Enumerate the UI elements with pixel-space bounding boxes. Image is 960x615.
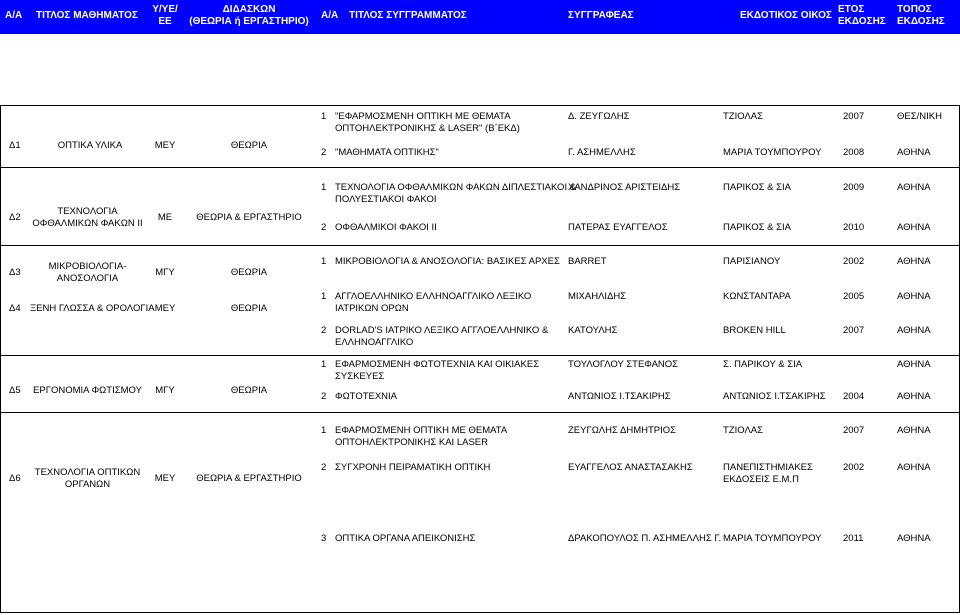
course-title-cont: ΟΦΘΑΛΜΙΚΩΝ ΦΑΚΩΝ ΙΙ [32,218,143,229]
book-publisher: ΤΖΙΟΛΑΣ [723,425,764,436]
book-title-cont: ΕΛΛΗΝΟΑΓΓΛΙΚΟ [335,337,414,348]
book-author: Δ. ΖΕΥΓΩΛΗΣ [568,111,630,122]
book-title: DORLAD'S ΙΑΤΡΙΚΟ ΛΕΞΙΚΟ ΑΓΓΛΟΕΛΛΗΝΙΚΟ & [335,325,549,336]
book-year: 2007 [843,325,865,336]
course-teaching: ΘΕΩΡΙΑ & ΕΡΓΑΣΤΗΡΙΟ [196,473,302,484]
course-teaching: ΘΕΩΡΙΑ [230,303,268,314]
book-title-cont: ΠΟΛΥΕΣΤΙΑΚΟΙ ΦΑΚΟΙ [335,194,437,205]
header-year-l1: ΕΤΟΣ [838,4,865,15]
book-year: 2007 [843,111,865,122]
course-title: ΟΠΤΙΚΑ ΥΛΙΚΑ [57,140,123,151]
book-title: ΕΦΑΡΜΟΣΜΕΝΗ ΟΠΤΙΚΗ ΜΕ ΘΕΜΑΤΑ [335,425,508,436]
course-type: ΜΕΥ [154,303,176,314]
header-aa-book: Α/Α [321,10,339,21]
book-publisher: ΠΑΡΙΚΟΣ & ΣΙΑ [723,222,791,233]
course-type: ΜΕ [157,212,173,223]
book-place: ΑΘΗΝΑ [897,425,931,436]
header-book-title: ΤΙΤΛΟΣ ΣΥΓΓΡΑΜΜΑΤΟΣ [349,10,467,21]
book-number: 2 [321,222,327,233]
book-publisher: ΠΑΡΙΚΟΣ & ΣΙΑ [723,182,791,193]
header-publisher: ΕΚΔΟΤΙΚΟΣ ΟΙΚΟΣ [740,10,832,21]
book-title: ΑΓΓΛΟΕΛΛΗΝΙΚΟ ΕΛΛΗΝΟΑΓΓΛΙΚΟ ΛΕΞΙΚΟ [335,291,532,302]
book-year: 2011 [843,533,864,544]
course-type: ΜΓΥ [155,267,175,278]
row-divider [0,355,960,356]
course-type: ΜΓΥ [155,385,175,396]
header-year-l2: ΕΚΔΟΣΗΣ [838,16,886,27]
book-publisher: BROKEN HILL [723,325,786,336]
header-place-l1: ΤΟΠΟΣ [897,4,932,15]
book-year: 2009 [843,182,865,193]
course-title: ΞΕΝΗ ΓΛΩΣΣΑ & ΟΡΟΛΟΓΙΑ [30,303,155,314]
book-publisher: ΤΖΙΟΛΑΣ [723,111,764,122]
book-author: ΕΥΑΓΓΕΛΟΣ ΑΝΑΣΤΑΣΑΚΗΣ [568,462,693,473]
book-publisher: ΜΑΡΙΑ ΤΟΥΜΠΟΥΡΟΥ [723,533,822,544]
book-place: ΑΘΗΝΑ [897,462,931,473]
course-title: ΤΕΧΝΟΛΟΓΙΑ [57,206,118,217]
course-code: Δ3 [9,267,21,278]
book-place: ΑΘΗΝΑ [897,325,931,336]
book-place: ΑΘΗΝΑ [897,182,931,193]
course-title: ΜΙΚΡΟΒΙΟΛΟΓΙΑ- [48,261,127,272]
header-type-l2: ΕΕ [158,16,172,27]
column-divider [0,105,1,613]
book-title: ΟΠΤΙΚΑ ΟΡΓΑΝΑ ΑΠΕΙΚΟΝΙΣΗΣ [335,533,476,544]
course-code: Δ1 [9,140,21,151]
book-number: 1 [321,256,327,267]
book-place: ΑΘΗΝΑ [897,359,931,370]
book-year: 2010 [843,222,865,233]
course-title-cont: ΟΡΓΑΝΩΝ [64,479,111,490]
book-title: ΜΙΚΡΟΒΙΟΛΟΓΙΑ & ΑΝΟΣΟΛΟΓΙΑ: ΒΑΣΙΚΕΣ ΑΡΧΕΣ [335,256,560,267]
book-number: 2 [321,147,327,158]
book-publisher: ΠΑΡΙΣΙΑΝΟΥ [723,256,781,267]
header-course-title: ΤΙΤΛΟΣ ΜΑΘΗΜΑΤΟΣ [36,10,138,21]
book-number: 1 [321,359,327,370]
book-title: ΤΕΧΝΟΛΟΓΙΑ ΟΦΘΑΛΜΙΚΩΝ ΦΑΚΩΝ ΔΙΠΛΕΣΤΙΑΚΟΙ & [335,182,577,193]
course-code: Δ6 [9,473,21,484]
header-authors: ΣΥΓΓΡΑΦΕΑΣ [568,10,634,21]
book-publisher-cont: ΕΚΔΟΣΕΙΣ Ε.Μ.Π [723,474,799,485]
course-type: ΜΕΥ [154,140,176,151]
course-teaching: ΘΕΩΡΙΑ & ΕΡΓΑΣΤΗΡΙΟ [196,212,302,223]
book-author: ΜΙΧΑΗΛΙΔΗΣ [568,291,627,302]
book-title: ΟΦΘΑΛΜΙΚΟΙ ΦΑΚΟΙ ΙΙ [335,222,437,233]
course-title-cont: ΑΝΟΣΟΛΟΓΙΑ [56,273,119,284]
book-author: ΚΑΤΟΥΛΗΣ [568,325,618,336]
book-author: ΔΡΑΚΟΠΟΥΛΟΣ Π. ΑΣΗΜΕΛΛΗΣ Γ. [568,533,722,544]
book-year: 2002 [843,256,865,267]
book-title: "ΕΦΑΡΜΟΣΜΕΝΗ ΟΠΤΙΚΗ ΜΕ ΘΕΜΑΤΑ [335,111,511,122]
book-author: Γ. ΑΣΗΜΕΛΛΗΣ [568,147,636,158]
row-divider [0,612,960,613]
course-code: Δ4 [9,303,21,314]
book-place: ΑΘΗΝΑ [897,222,931,233]
book-author: ΖΕΥΓΩΛΗΣ ΔΗΜΗΤΡΙΟΣ [568,425,677,436]
book-publisher: ΠΑΝΕΠΙΣΤΗΜΙΑΚΕΣ [723,462,813,473]
book-author: ΧΑΝΔΡΙΝΟΣ ΑΡΙΣΤΕΙΔΗΣ [568,182,681,193]
book-number: 1 [321,182,327,193]
book-publisher: ΜΑΡΙΑ ΤΟΥΜΠΟΥΡΟΥ [723,147,822,158]
book-number: 2 [321,391,327,402]
book-title: "ΜΑΘΗΜΑΤΑ ΟΠΤΙΚΗΣ" [335,147,439,158]
row-divider [0,245,960,246]
book-year: 2005 [843,291,865,302]
book-title-cont: ΟΠΤΟΗΛΕΚΤΡΟΝΙΚΗΣ & LASER" (Β΄ΕΚΔ) [335,123,520,134]
header-place-l2: ΕΚΔΟΣΗΣ [897,16,945,27]
course-title: ΤΕΧΝΟΛΟΓΙΑ ΟΠΤΙΚΩΝ [34,467,141,478]
course-teaching: ΘΕΩΡΙΑ [230,385,268,396]
book-title-cont: ΟΠΤΟΗΛΕΚΤΡΟΝΙΚΗΣ ΚΑΙ LASER [335,437,488,448]
course-code: Δ2 [9,212,21,223]
book-place: ΘΕΣ/ΝΙΚΗ [897,111,942,122]
book-year: 2008 [843,147,865,158]
book-number: 1 [321,111,327,122]
book-year: 2002 [843,462,865,473]
course-teaching: ΘΕΩΡΙΑ [230,140,268,151]
book-place: ΑΘΗΝΑ [897,291,931,302]
book-title-cont: ΙΑΤΡΙΚΩΝ ΟΡΩΝ [335,303,409,314]
book-title: ΕΦΑΡΜΟΣΜΕΝΗ ΦΩΤΟΤΕΧΝΙΑ ΚΑΙ ΟΙΚΙΑΚΕΣ [335,359,540,370]
book-author: BARRET [568,256,607,267]
header-teaching-l2: (ΘΕΩΡΙΑ ή ΕΡΓΑΣΤΗΡΙΟ) [189,16,309,27]
book-author: ΑΝΤΩΝΙΟΣ Ι.ΤΣΑΚΙΡΗΣ [568,391,671,402]
book-place: ΑΘΗΝΑ [897,256,931,267]
book-publisher: ΑΝΤΩΝΙΟΣ Ι.ΤΣΑΚΙΡΗΣ [723,391,826,402]
book-title-cont: ΣΥΣΚΕΥΕΣ [335,371,385,382]
header-type-l1: Υ/ΥΕ/ [152,4,178,15]
header-teaching-l1: ΔΙΔΑΣΚΩΝ [222,4,276,15]
course-code: Δ5 [9,385,21,396]
book-number: 2 [321,325,327,336]
book-publisher: ΚΩΝΣΤΑΝΤΑΡΑ [723,291,791,302]
header-aa: Α/Α [5,10,23,21]
book-number: 3 [321,533,327,544]
book-number: 2 [321,462,327,473]
course-type: ΜΕΥ [154,473,176,484]
book-place: ΑΘΗΝΑ [897,147,931,158]
course-teaching: ΘΕΩΡΙΑ [230,267,268,278]
book-year: 2007 [843,425,865,436]
book-number: 1 [321,291,327,302]
course-title: ΕΡΓΟΝΟΜΙΑ ΦΩΤΙΣΜΟΥ [33,385,142,396]
book-place: ΑΘΗΝΑ [897,391,931,402]
book-year: 2004 [843,391,865,402]
book-title: ΦΩΤΟΤΕΧΝΙΑ [335,391,398,402]
book-number: 1 [321,425,327,436]
book-place: ΑΘΗΝΑ [897,533,931,544]
book-publisher: Σ. ΠΑΡΙΚΟΥ & ΣΙΑ [723,359,803,370]
row-divider [0,167,960,168]
book-title: ΣΥΓΧΡΟΝΗ ΠΕΙΡΑΜΑΤΙΚΗ ΟΠΤΙΚΗ [335,462,491,473]
book-author: ΤΟΥΛΟΓΛΟΥ ΣΤΕΦΑΝΟΣ [568,359,679,370]
row-divider [0,412,960,413]
book-author: ΠΑΤΕΡΑΣ ΕΥΑΓΓΕΛΟΣ [568,222,668,233]
row-divider [0,105,960,106]
